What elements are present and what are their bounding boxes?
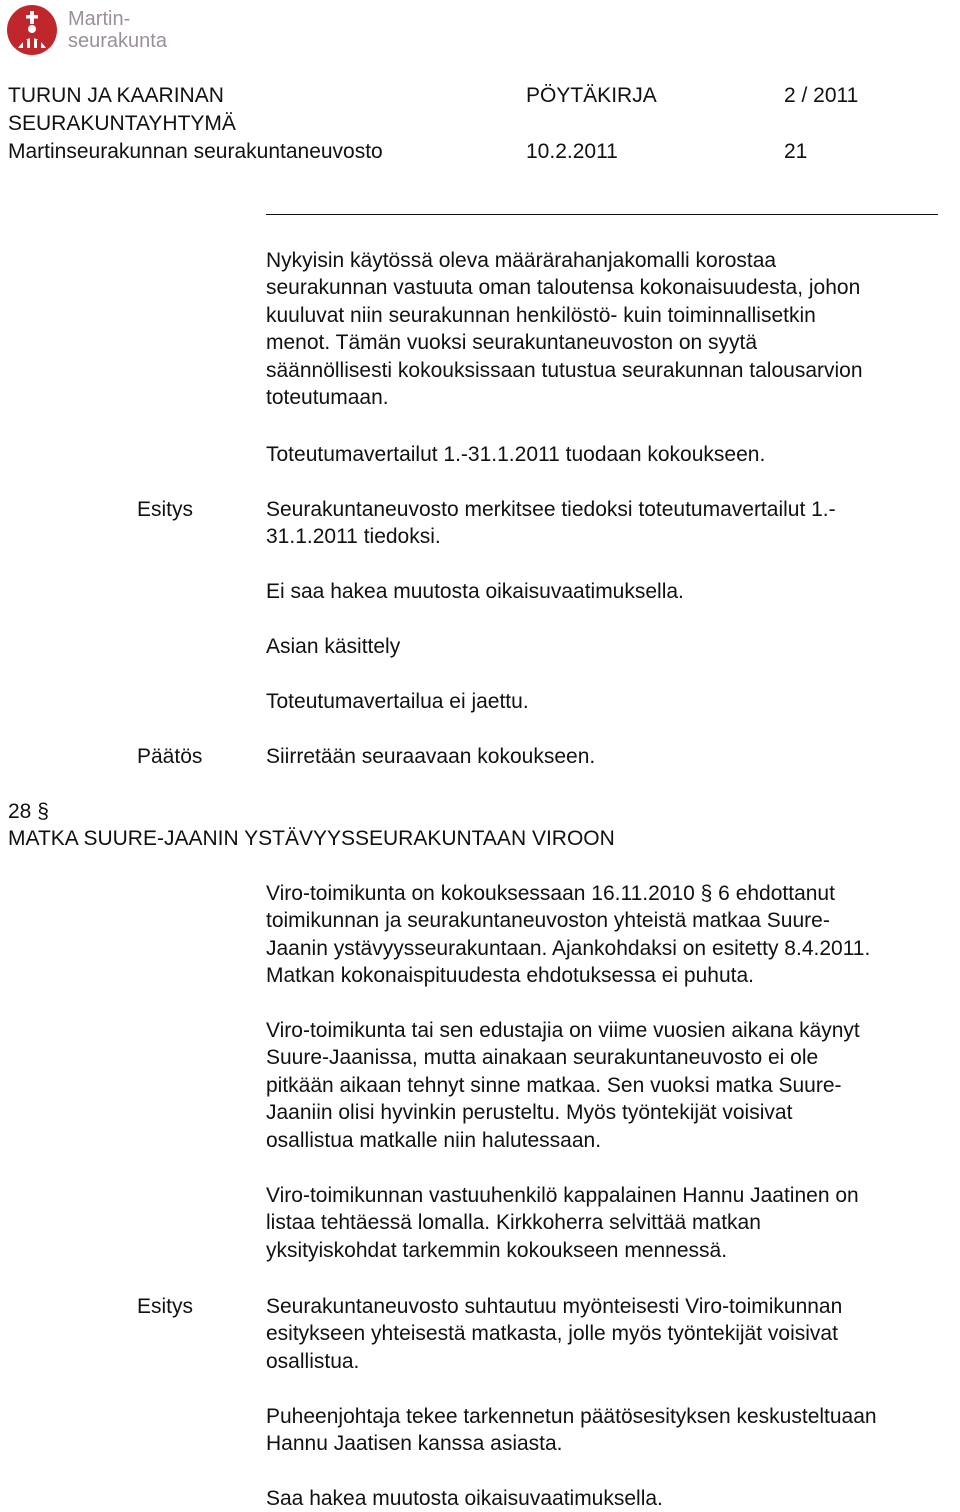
logo-line-1: Martin- (68, 8, 131, 30)
header-divider (266, 214, 938, 215)
text-line: 31.1.2011 tiedoksi. (266, 525, 441, 549)
text-line: Jaanin ystävyysseurakuntaan. Ajankohdaksi on esitetty 8.4.2011. (266, 936, 871, 960)
item27-proposal-label: Esitys (137, 498, 194, 521)
text-line: Viro-toimikunta on kokouksessaan 16.11.2010 § 6 ehdottanut (266, 882, 835, 905)
item28-number: 28 § (8, 800, 49, 823)
item27-appeal-note: Ei saa hakea muutosta oikaisuvaatimuksella. (266, 580, 684, 603)
text-line: osallistua matkalle niin halutessaan. (266, 1128, 602, 1152)
org-name-line-1: TURUN JA KAARINAN (8, 84, 224, 107)
item28-proposal (266, 1293, 960, 1375)
item27-decision-label: Päätös (137, 745, 203, 768)
text-line: listaa tehtäessä lomalla. Kirkkoherra selvittää matkan (266, 1211, 761, 1235)
org-name-line-2: SEURAKUNTAYHTYMÄ (8, 112, 236, 135)
item27-report: Toteutumavertailut 1.-31.1.2011 tuodaan kokoukseen. (266, 443, 766, 466)
text-line: Viro-toimikunnan vastuuhenkilö kappalainen Hannu Jaatinen on (266, 1184, 859, 1207)
item27-handling: Toteutumavertailua ei jaettu. (266, 690, 529, 713)
text-line: Seurakuntaneuvosto merkitsee tiedoksi toteutumavertailut 1.- (266, 498, 836, 521)
item28-appeal-note: Saa hakea muutosta oikaisuvaatimuksella. (266, 1487, 663, 1510)
text-line: Nykyisin käytössä oleva määrärahanjakomalli korostaa (266, 249, 777, 272)
text-line: esitykseen yhteisestä matkasta, jolle myös työntekijät voisivat (266, 1322, 838, 1346)
item28-proposal-label: Esitys (137, 1295, 194, 1318)
item28-paragraph-4 (266, 1403, 960, 1458)
text-line: säännöllisesti kokouksissaan tutustua seurakunnan talousarvion (266, 358, 863, 382)
text-line: Suure-Jaanissa, mutta ainakaan seurakuntaneuvosto ei ole (266, 1046, 819, 1070)
church-emblem-icon (6, 4, 58, 56)
text-line: pitkään aikaan tehnyt sinne matkaa. Sen vuoksi matka Suure- (266, 1073, 842, 1097)
text-line: osallistua. (266, 1349, 360, 1373)
text-line: kuuluvat niin seurakunnan henkilöstö- kuin toiminnallisetkin (266, 303, 816, 327)
item27-decision: Siirretään seuraavaan kokoukseen. (266, 745, 596, 768)
document-number: 2 / 2011 (784, 84, 859, 107)
text-line: seurakunnan vastuuta oman taloutensa kokonaisuudesta, johon (266, 276, 861, 300)
text-line: Jaaniin olisi hyvinkin perusteltu. Myös työntekijät voisivat (266, 1101, 793, 1125)
text-line: toimikunnan ja seurakuntaneuvoston yhteistä matkaa Suure- (266, 909, 830, 933)
text-line: toteutumaan. (266, 386, 389, 410)
item28-paragraph-3 (266, 1182, 960, 1264)
item27-proposal (266, 496, 960, 551)
meeting-body: Martinseurakunnan seurakuntaneuvosto (8, 140, 383, 163)
item27-intro-paragraph (266, 247, 960, 411)
text-line: yksityiskohdat tarkemmin kokoukseen mennessä. (266, 1238, 728, 1262)
text-line: Matkan kokonaispituudesta ehdotuksessa ei puhuta. (266, 964, 754, 988)
logo-text (68, 8, 167, 52)
logo-line-2: seurakunta (68, 30, 167, 52)
item27-handling-title: Asian käsittely (266, 635, 401, 658)
text-line: Seurakuntaneuvosto suhtautuu myönteisesti Viro-toimikunnan (266, 1295, 843, 1318)
document-type: PÖYTÄKIRJA (526, 84, 657, 107)
text-line: Puheenjohtaja tekee tarkennetun päätösesityksen keskusteltuaan (266, 1405, 877, 1428)
parish-logo (6, 4, 196, 56)
page-number: 21 (784, 140, 808, 163)
text-line: menot. Tämän vuoksi seurakuntaneuvoston on syytä (266, 331, 758, 355)
text-line: Viro-toimikunta tai sen edustajia on viime vuosien aikana käynyt (266, 1019, 860, 1042)
meeting-date: 10.2.2011 (526, 140, 618, 163)
item28-paragraph-1 (266, 880, 960, 990)
item28-paragraph-2 (266, 1017, 960, 1154)
text-line: Hannu Jaatisen kanssa asiasta. (266, 1432, 563, 1456)
item28-title: MATKA SUURE-JAANIN YSTÄVYYSSEURAKUNTAAN VIROON (8, 827, 615, 850)
